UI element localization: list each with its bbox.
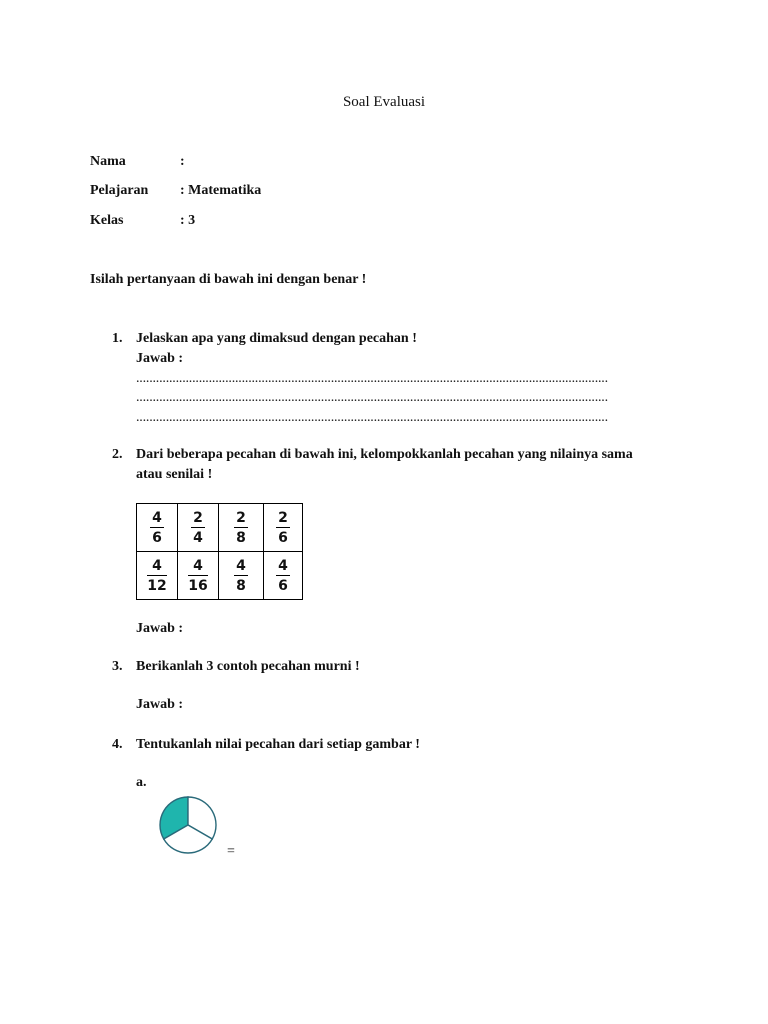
denominator: 16 <box>188 577 208 594</box>
denominator: 4 <box>193 529 203 546</box>
fraction-cell <box>178 552 219 600</box>
class-label: Kelas <box>90 213 124 228</box>
fraction-cell <box>219 504 264 552</box>
denominator: 12 <box>147 577 167 594</box>
question-3-answer-label: Jawab : <box>136 697 184 712</box>
fraction-cell <box>137 552 178 600</box>
numerator: 4 <box>278 557 288 574</box>
answer-line-3: ............................................................................................................................................... <box>136 410 608 425</box>
question-4-number: 4. <box>112 737 123 752</box>
name-value: : <box>180 154 185 169</box>
denominator: 8 <box>236 577 246 594</box>
denominator: 6 <box>278 529 288 546</box>
fraction-cell <box>219 552 264 600</box>
fraction-cell <box>264 552 303 600</box>
numerator: 2 <box>236 509 246 526</box>
numerator: 2 <box>193 509 203 526</box>
fraction-row-1 <box>137 504 303 552</box>
subject-label: Pelajaran <box>90 183 149 198</box>
fraction-cell <box>137 504 178 552</box>
denominator: 8 <box>236 529 246 546</box>
instruction-text: Isilah pertanyaan di bawah ini dengan benar ! <box>90 272 367 287</box>
numerator: 4 <box>188 558 207 576</box>
question-2-answer-label: Jawab : <box>136 621 184 636</box>
question-1-text: Jelaskan apa yang dimaksud dengan pecahan ! <box>136 331 417 346</box>
fraction-cell <box>178 504 219 552</box>
question-2-text-line-2: atau senilai ! <box>136 467 213 482</box>
numerator: 4 <box>152 509 162 526</box>
pie-slices <box>160 797 216 853</box>
question-3-text: Berikanlah 3 contoh pecahan murni ! <box>136 659 360 674</box>
question-3-number: 3. <box>112 659 123 674</box>
numerator: 4 <box>147 558 166 576</box>
class-value: : 3 <box>180 213 196 228</box>
question-2-text-line-1: Dari beberapa pecahan di bawah ini, kelompokkanlah pecahan yang nilainya sama <box>136 447 633 462</box>
equals-sign: = <box>227 844 235 859</box>
numerator: 2 <box>278 509 288 526</box>
question-1-answer-label: Jawab : <box>136 351 184 366</box>
fraction-pie-chart <box>157 794 219 856</box>
question-4-text: Tentukanlah nilai pecahan dari setiap gambar ! <box>136 737 420 752</box>
name-label: Nama <box>90 154 126 169</box>
subject-value: : Matematika <box>180 183 262 198</box>
item-a-label: a. <box>136 775 147 790</box>
denominator: 6 <box>278 577 288 594</box>
fraction-cell <box>264 504 303 552</box>
fraction-row-2 <box>137 552 303 600</box>
page-title: Soal Evaluasi <box>342 94 426 110</box>
question-1-number: 1. <box>112 331 123 346</box>
question-2-number: 2. <box>112 447 123 462</box>
fraction-table <box>136 503 303 600</box>
denominator: 6 <box>152 529 162 546</box>
answer-line-1: ............................................................................................................................................... <box>136 371 608 386</box>
numerator: 4 <box>236 557 246 574</box>
answer-line-2: ............................................................................................................................................... <box>136 390 608 405</box>
